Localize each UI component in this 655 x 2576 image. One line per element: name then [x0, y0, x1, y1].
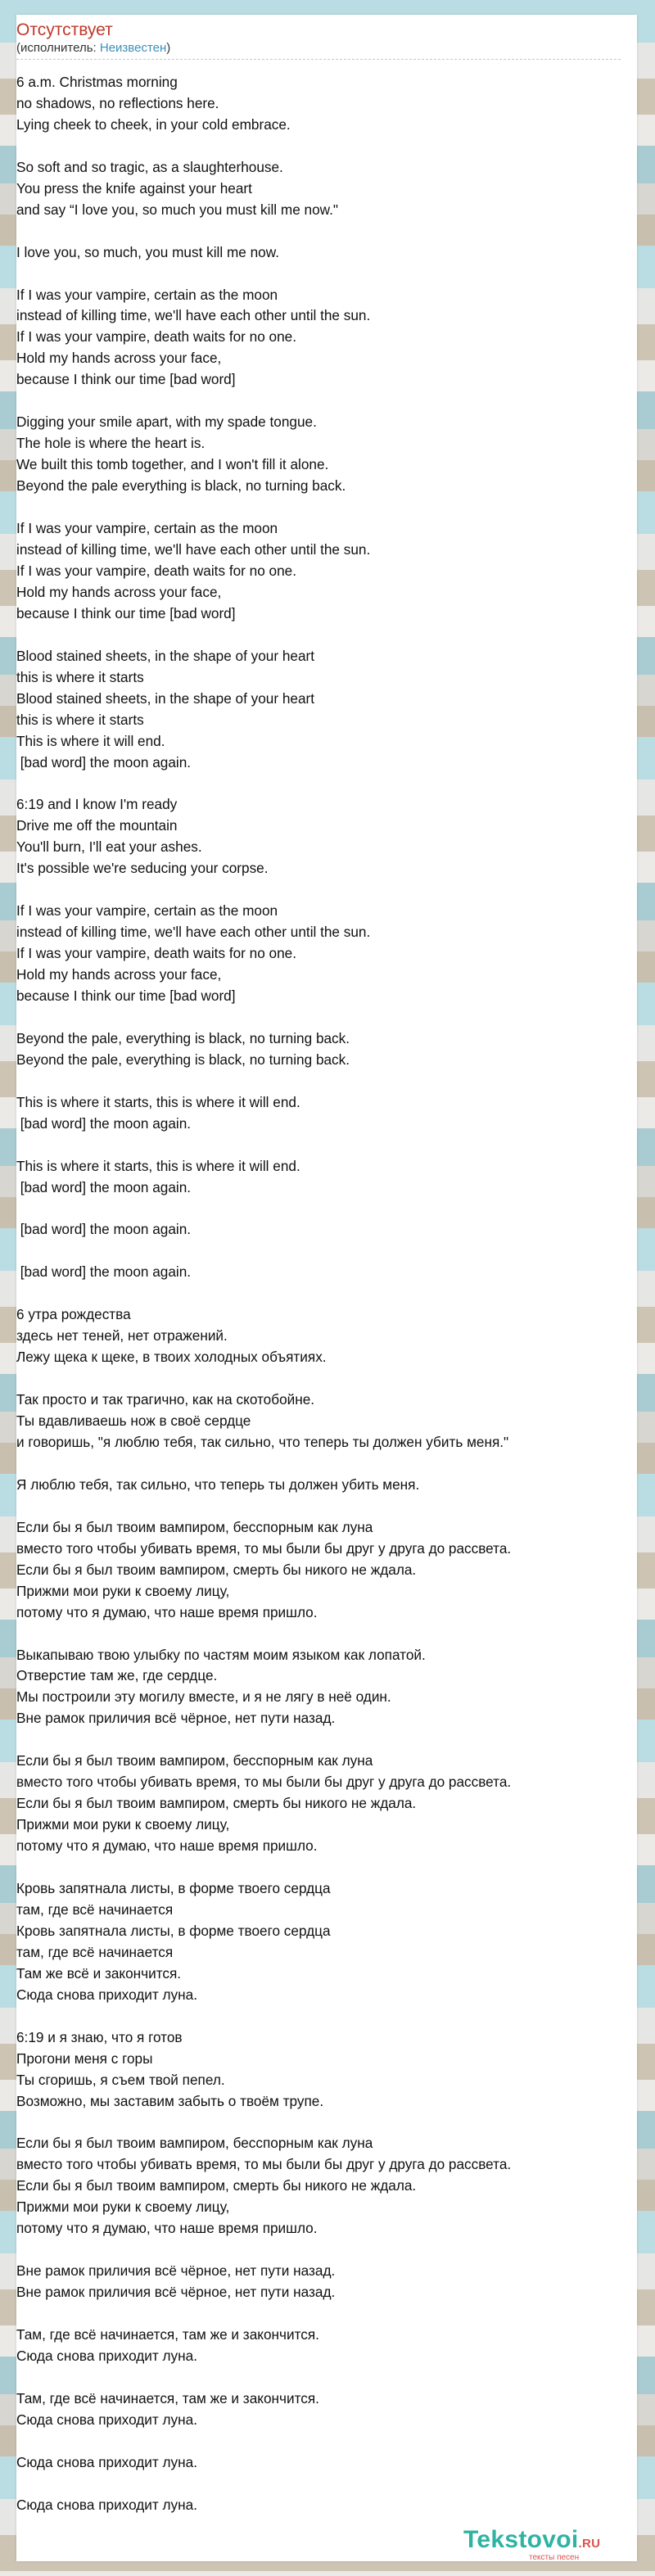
artist-link[interactable]: Неизвестен [99, 41, 167, 55]
lyrics-text: 6 a.m. Christmas morning no shadows, no reflections here. Lying cheek to cheek, in your cold embrace. So soft and so tragic, as a slaughterhouse. You press the knife against your heart and say “I love you, so much you must kill me now." I love you, so much, you must kill me now. If I was your vampire, certain as the moon instead of killing time, we'll have each other until the sun. If I was your vampire, death waits for no one. Hold my hands across your face, because I think our time [bad word] Digging your smile apart, with my spade tongue. The hole is where the heart is. We built this tomb together, and I won't fill it alone. Beyond the pale everything is black, no turning back. If I was your vampire, certain as the moon instead of killing time, we'll have each other until the sun. If I was your vampire, death waits for no one. Hold my hands across your face, because I think our time [bad word] Blood stained sheets, in the shape of your heart this is where it starts Blood stained sheets, in the shape of your heart this is where it starts This is where it will end. [bad word] the moon again. 6:19 and I know I'm ready Drive me off the mountain You'll burn, I'll eat your ashes. It's possible we're seducing your corpse. If I was your vampire, certain as the moon instead of killing time, we'll have each other until the sun. If I was your vampire, death waits for no one. Hold my hands across your face, because I think our time [bad word] Beyond the pale, everything is black, no turning back. Beyond the pale, everything is black, no turning back. This is where it starts, this is where it will end. [bad word] the moon again. This is where it starts, this is where it will end. [bad word] the moon again. [bad word] the moon again. [bad word] the moon again. 6 утра рождества здесь нет теней, нет отражений. Лежу щека к щеке, в твоих холодных объятиях. Так просто и так трагично, как на скотобойне. Ты вдавливаешь нож в своё сердце и говоришь, "я люблю тебя, так сильно, что теперь ты должен убить меня." Я люблю тебя, так сильно, что теперь ты должен убить меня. Если бы я был твоим вампиром, бесспорным как луна вместо того чтобы убивать время, то мы были бы друг у друга до рассвета. Если бы я был твоим вампиром, смерть бы никого не ждала. Прижми мои руки к своему лицу, потому что я думаю, что наше время пришло. Выкапываю твою улыбку по частям моим языком как лопатой. Отверстие там же, где сердце. Мы построили эту могилу вместе, и я не лягу в неё один. Вне рамок приличия всё чёрное, нет пути назад. Если бы я был твоим вампиром, бесспорным как луна вместо того чтобы убивать время, то мы были бы друг у друга до рассвета. Если бы я был твоим вампиром, смерть бы никого не ждала. Прижми мои руки к своему лицу, потому что я думаю, что наше время пришло. Кровь запятнала листы, в форме твоего сердца там, где всё начинается Кровь запятнала листы, в форме твоего сердца там, где всё начинается Там же всё и закончится. Сюда снова приходит луна. 6:19 и я знаю, что я готов Прогони меня с горы Ты сгоришь, я съем твой пепел. Возможно, мы заставим забыть о твоём трупе. Если бы я был твоим вампиром, бесспорным как луна вместо того чтобы убивать время, то мы были бы друг у друга до рассвета. Если бы я был твоим вампиром, смерть бы никого не ждала. Прижми мои руки к своему лицу, потому что я думаю, что наше время пришло. Вне рамок приличия всё чёрное, нет пути назад. Вне рамок приличия всё чёрное, нет пути назад. Там, где всё начинается, там же и закончится. Сюда снова приходит луна. Там, где всё начинается, там же и закончится. Сюда снова приходит луна. Сюда снова приходит луна. Сюда снова приходит луна. [16, 74, 512, 2513]
site-logo[interactable] [463, 2525, 652, 2569]
song-title: Отсутствует [16, 20, 113, 39]
song-header [16, 20, 621, 60]
logo-main-text: Tekstovoi [463, 2526, 579, 2553]
artist-suffix: ) [166, 41, 171, 55]
artist-line [16, 41, 621, 60]
artist-prefix: (исполнитель: [16, 41, 100, 55]
logo-tld: .RU [578, 2537, 601, 2551]
logo-slogan: тексты песен [529, 2553, 580, 2562]
